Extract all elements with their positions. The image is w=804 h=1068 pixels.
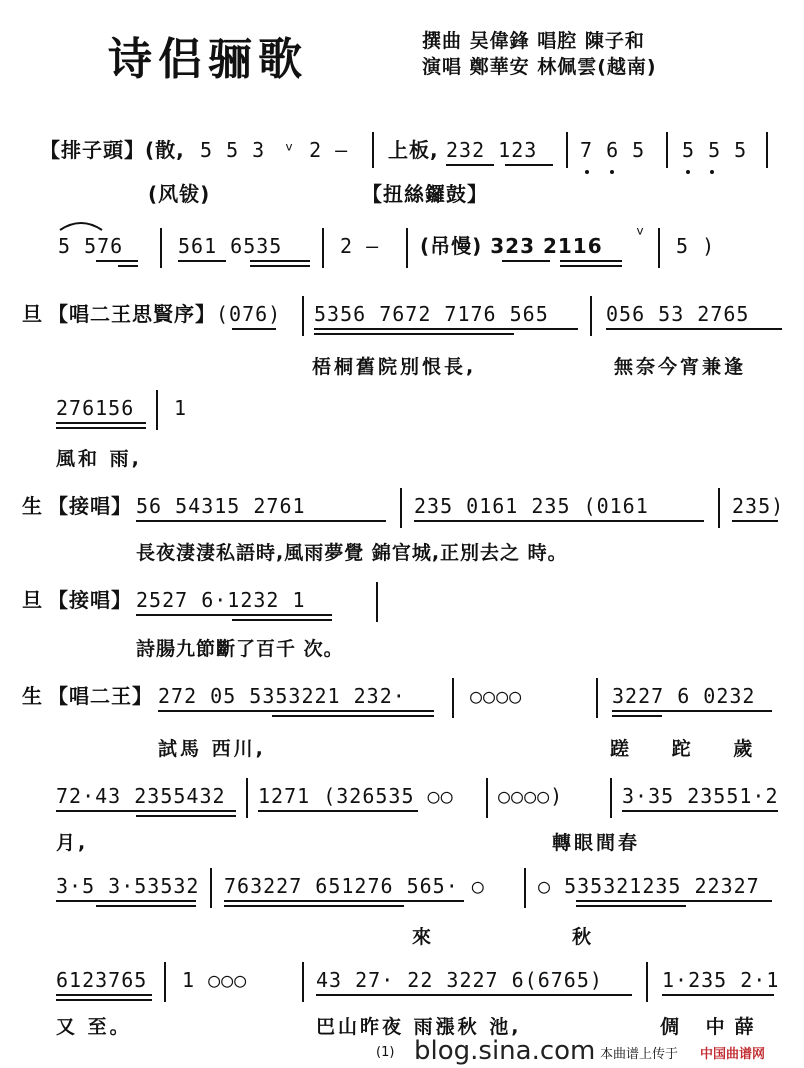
barline bbox=[372, 132, 374, 168]
barline bbox=[452, 678, 454, 718]
row4-notes-1: 276156 bbox=[56, 396, 135, 420]
row7-role: 生 bbox=[22, 684, 43, 708]
row2-notes-3: 2 — bbox=[340, 234, 380, 258]
underline bbox=[622, 810, 778, 812]
row1-notes-a: 5 5 3 bbox=[200, 138, 266, 162]
underline bbox=[502, 260, 550, 262]
barline bbox=[718, 488, 720, 528]
underline bbox=[576, 900, 772, 902]
underline bbox=[612, 715, 662, 717]
watermark-blog: blog.sina.com bbox=[414, 1036, 596, 1066]
underline bbox=[96, 260, 138, 262]
site-logo: 中国曲谱网 bbox=[700, 1047, 766, 1062]
row3-role: 旦 bbox=[22, 302, 43, 326]
row1-breath: ᵛ 2 — bbox=[283, 138, 349, 162]
row9-notes-3: ○ 535321235 22327 bbox=[538, 874, 760, 898]
row9-lyric-2: 秋 bbox=[572, 926, 595, 948]
underline bbox=[314, 333, 514, 335]
barline bbox=[302, 296, 304, 336]
row9-notes-1: 3·5 3·53532 bbox=[56, 874, 200, 898]
row7-notes-3: 3227 6 0232 bbox=[612, 684, 756, 708]
barline bbox=[210, 868, 212, 908]
row2-notes-2: 561 6535 bbox=[178, 234, 283, 258]
row5-notes-1: 56 54315 2761 bbox=[136, 494, 306, 518]
row5-head: 【接唱】 bbox=[48, 494, 132, 518]
row9-lyric-1: 來 bbox=[412, 926, 435, 948]
page-number: (1) bbox=[376, 1045, 395, 1060]
row4-lyric: 風和 雨, bbox=[56, 448, 142, 470]
underline bbox=[136, 520, 386, 522]
row1-shangban: 上板, bbox=[388, 138, 439, 162]
row6-notes-1: 2527 6·1232 1 bbox=[136, 588, 306, 612]
row10-notes-4: 1·235 2·1 bbox=[662, 968, 780, 992]
barline bbox=[376, 582, 378, 622]
upload-note: 本曲谱上传于 bbox=[600, 1047, 679, 1062]
underline bbox=[56, 900, 196, 902]
underline bbox=[56, 427, 146, 429]
row10-lyric-3: 倜 中薛 bbox=[660, 1016, 764, 1038]
row2-notes-1: 5 576 bbox=[58, 234, 124, 258]
row7-head: 【唱二王】 bbox=[48, 684, 153, 708]
barline bbox=[400, 488, 402, 528]
row2-notes-4: (吊慢) 323 2116 bbox=[420, 234, 603, 258]
underline bbox=[118, 265, 138, 267]
row5-notes-3: 235) bbox=[732, 494, 785, 518]
barline bbox=[646, 962, 648, 1002]
barline bbox=[160, 228, 162, 268]
row5-notes-2: 235 0161 235 (0161 bbox=[414, 494, 649, 518]
row7-notes-1: 272 05 5353221 232· bbox=[158, 684, 406, 708]
row5-lyric: 長夜淒淒私語時,風雨夢覺 錦官城,正別去之 時。 bbox=[136, 542, 568, 564]
barline bbox=[246, 778, 248, 818]
underline bbox=[250, 260, 310, 262]
barline bbox=[566, 132, 568, 168]
underline bbox=[576, 905, 686, 907]
low-dot bbox=[610, 170, 614, 174]
row9-notes-2: 763227 651276 565· ○ bbox=[224, 874, 485, 898]
row8-notes-3: ○○○○) bbox=[498, 784, 564, 808]
row10-lyric-2: 巴山昨夜 雨漲秋 池, bbox=[316, 1016, 522, 1038]
row7-lyric-2: 蹉 跎 歲 bbox=[610, 738, 771, 760]
row2-breath: ᵛ bbox=[634, 222, 648, 246]
barline bbox=[302, 962, 304, 1002]
underline bbox=[732, 520, 778, 522]
underline bbox=[314, 328, 578, 330]
barline bbox=[406, 228, 408, 268]
underline bbox=[232, 328, 276, 330]
underline bbox=[316, 994, 632, 996]
underline bbox=[224, 900, 464, 902]
row7-lyric-1: 試馬 西川, bbox=[158, 738, 266, 760]
barline bbox=[156, 390, 158, 430]
row1-sub-a: (风钹) bbox=[148, 182, 211, 206]
barline bbox=[596, 678, 598, 718]
barline bbox=[524, 868, 526, 908]
row10-lyric-1: 又 至。 bbox=[56, 1016, 132, 1038]
underline bbox=[136, 614, 332, 616]
row3-lyric-1: 梧桐舊院別恨長, bbox=[312, 356, 477, 378]
underline bbox=[560, 265, 622, 267]
row3-notes-2: 5356 7672 7176 565 bbox=[314, 302, 549, 326]
underline bbox=[96, 905, 196, 907]
row3-head: 【唱二王思賢序】 bbox=[48, 302, 216, 326]
row8-notes-1: 72·43 2355432 bbox=[56, 784, 226, 808]
underline bbox=[178, 260, 226, 262]
row6-role: 旦 bbox=[22, 588, 43, 612]
row3-notes-1: (076) bbox=[216, 302, 282, 326]
row8-notes-4: 3·35 23551·2 bbox=[622, 784, 779, 808]
barline bbox=[322, 228, 324, 268]
low-dot bbox=[710, 170, 714, 174]
underline bbox=[250, 265, 310, 267]
low-dot bbox=[686, 170, 690, 174]
row7-notes-2: ○○○○ bbox=[470, 684, 523, 708]
underline bbox=[272, 715, 434, 717]
barline bbox=[590, 296, 592, 336]
barline bbox=[766, 132, 768, 168]
row6-lyric: 詩腸九節斷了百千 次。 bbox=[136, 638, 344, 660]
underline bbox=[56, 422, 146, 424]
barline bbox=[164, 962, 166, 1002]
row1-notes-c: 7 6 5 bbox=[580, 138, 646, 162]
underline bbox=[56, 999, 152, 1001]
row8-lyric-1: 月, bbox=[56, 832, 89, 854]
underline bbox=[56, 994, 152, 996]
row6-head: 【接唱】 bbox=[48, 588, 132, 612]
credit-line-2: 演唱 鄭華安 林佩雲(越南) bbox=[422, 56, 657, 78]
underline bbox=[56, 810, 236, 812]
row3-notes-3: 056 53 2765 bbox=[606, 302, 750, 326]
underline bbox=[446, 164, 494, 166]
underline bbox=[662, 994, 774, 996]
underline bbox=[414, 520, 704, 522]
underline bbox=[505, 164, 553, 166]
row1-notes-d: 5 5 5 bbox=[682, 138, 748, 162]
underline bbox=[612, 710, 772, 712]
underline bbox=[224, 905, 404, 907]
row5-role: 生 bbox=[22, 494, 43, 518]
underline bbox=[258, 810, 418, 812]
slur-mark bbox=[58, 218, 104, 232]
row10-notes-2: 1 ○○○ bbox=[182, 968, 248, 992]
credit-line-1: 撰曲 吴偉鋒 唱腔 陳子和 bbox=[422, 30, 645, 52]
barline bbox=[658, 228, 660, 268]
row2-notes-6: 5 ) bbox=[676, 234, 716, 258]
low-dot bbox=[585, 170, 589, 174]
row8-notes-2: 1271 (326535 ○○ bbox=[258, 784, 454, 808]
barline bbox=[610, 778, 612, 818]
row1-notes-b: 232 123 bbox=[446, 138, 538, 162]
underline bbox=[232, 619, 332, 621]
row10-notes-1: 6123765 bbox=[56, 968, 148, 992]
row8-lyric-2: 轉眼間春 bbox=[552, 832, 641, 854]
row4-notes-2: 1 bbox=[174, 396, 188, 420]
barline bbox=[486, 778, 488, 818]
row10-notes-3: 43 27· 22 3227 6(6765) bbox=[316, 968, 603, 992]
page-title: 诗侣骊歌 bbox=[108, 34, 308, 85]
underline bbox=[158, 710, 434, 712]
row3-lyric-2: 無奈今宵兼逢 bbox=[614, 356, 747, 378]
underline bbox=[136, 815, 236, 817]
row1-sub-b: 【扭絲鑼鼓】 bbox=[362, 182, 488, 206]
underline bbox=[606, 328, 782, 330]
row1-head: 【排子頭】(散, bbox=[40, 138, 185, 162]
barline bbox=[666, 132, 668, 168]
underline bbox=[560, 260, 622, 262]
